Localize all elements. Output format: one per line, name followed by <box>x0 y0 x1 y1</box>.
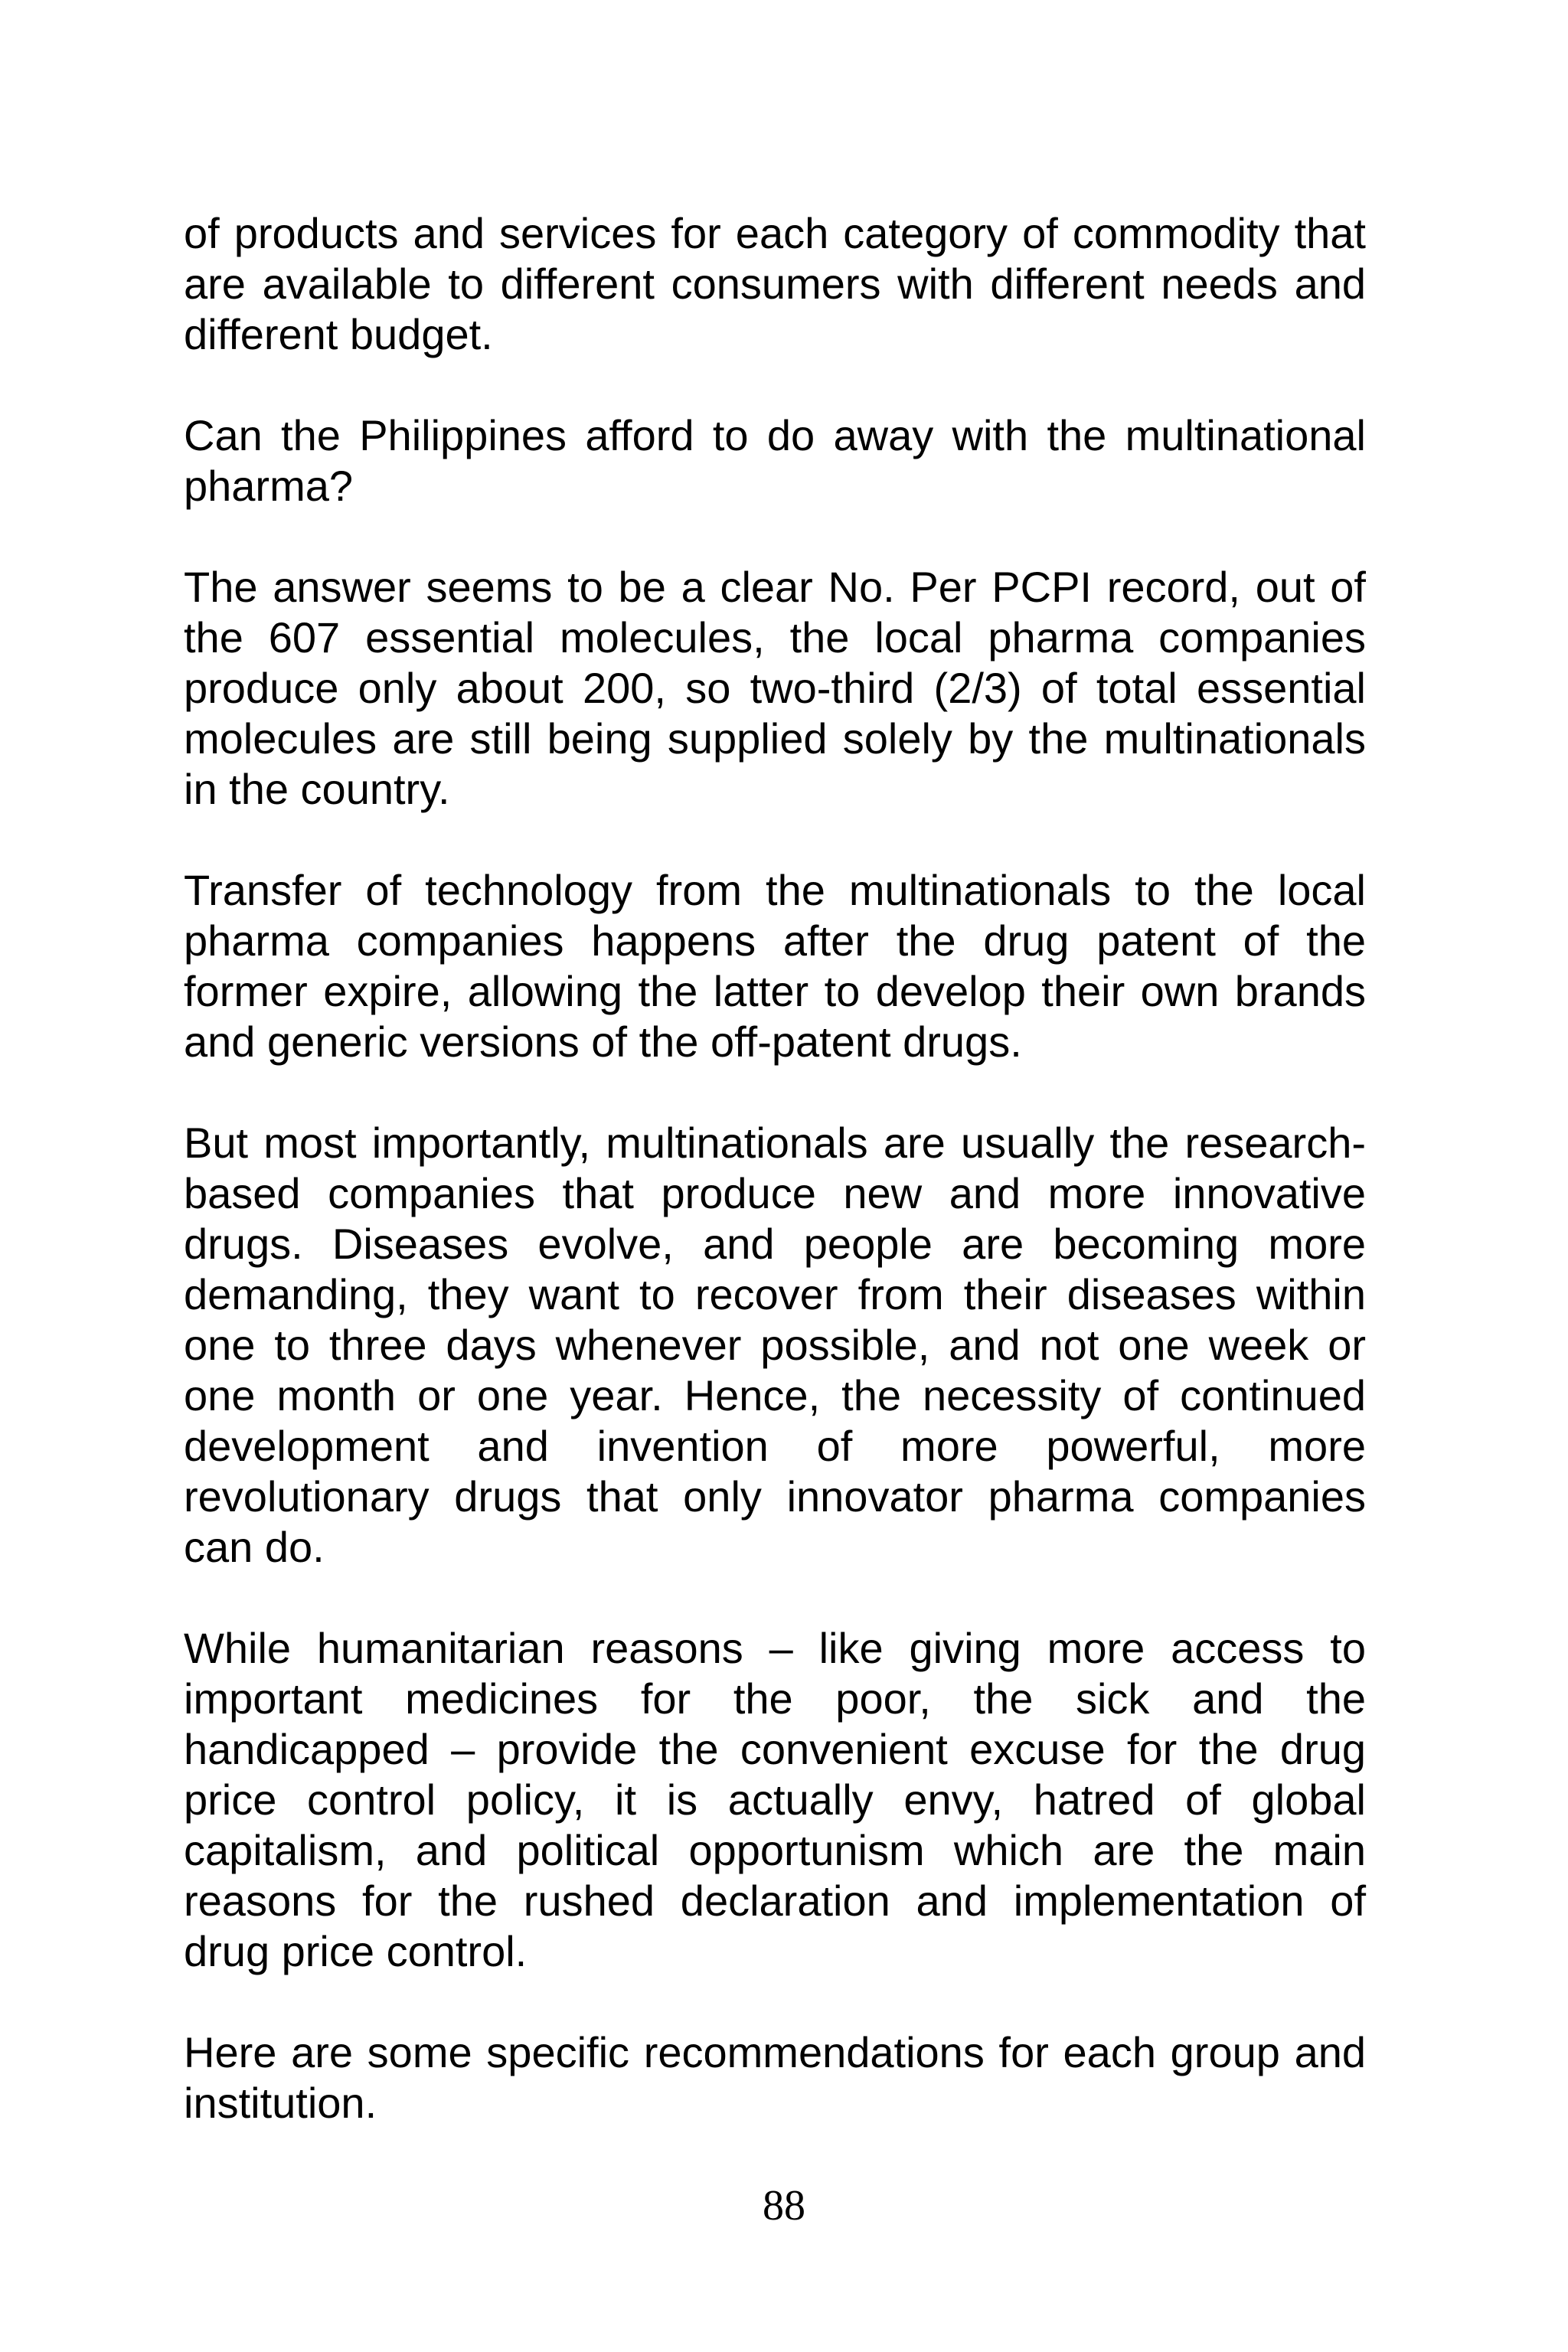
page-number: 88 <box>763 2182 805 2230</box>
paragraph-answer-no: The answer seems to be a clear No. Per PCPI record, out of the 607 essential molecules, the local pharma companies produce only about 200, so two-third (2/3) of total essential molecules are still being supplied solely by the multinationals in the country. <box>184 563 1366 813</box>
page-body-text <box>184 208 1366 2128</box>
paragraph-products-services: of products and services for each category of commodity that are available to different consumers with different needs and different budget. <box>184 209 1366 358</box>
paragraph-humanitarian-reasons: While humanitarian reasons – like giving more access to important medicines for the poor, the sick and the handicapped – provide the convenient excuse for the drug price control policy, it is actually envy, hatred of global capitalism, and political opportunism which are the main reasons for the rushed declaration and implementation of drug price control. <box>184 1624 1366 1975</box>
paragraph-philippines-question: Can the Philippines afford to do away with the multinational pharma? <box>184 411 1366 510</box>
paragraph-innovative-drugs: But most importantly, multinationals are usually the research-based companies that produce new and more innovative drugs. Diseases evolve, and people are becoming more demanding, they want to recover from their diseases within one to three days whenever possible, and not one week or one month or one year. Hence, the necessity of continued development and invention of more powerful, more revolutionary drugs that only innovator pharma companies can do. <box>184 1119 1366 1571</box>
paragraph-recommendations: Here are some specific recommendations for each group and institution. <box>184 2028 1366 2127</box>
paragraph-technology-transfer: Transfer of technology from the multinationals to the local pharma companies happens after the drug patent of the former expire, allowing the latter to develop their own brands and generic versions of the off-patent drugs. <box>184 866 1366 1066</box>
